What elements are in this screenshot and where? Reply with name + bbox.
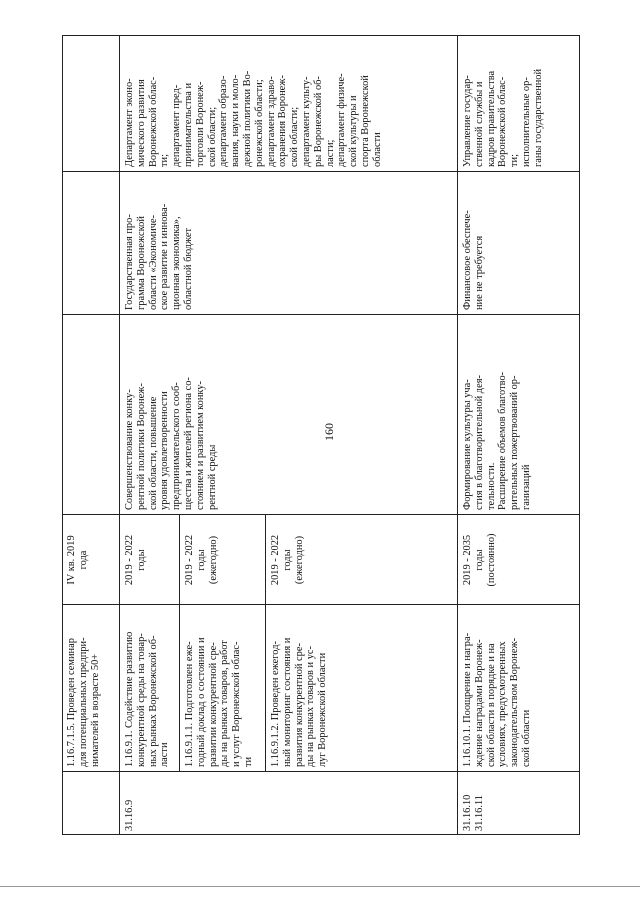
table-border-left	[62, 834, 580, 835]
table-cell-funding: Финансовое обеспече- ние не требуется	[462, 210, 485, 310]
col-divider-id	[62, 771, 580, 772]
table-cell-term: 2019 - 2022 годы (ежегодно)	[270, 534, 305, 586]
table-cell-measure: 1.16.9.1. Содействие развитию конкурентной среды на товар- ных рынках Воронежской об- ласти	[124, 631, 171, 767]
row-divider	[179, 515, 180, 772]
table-cell-measure: 1.16.10.1. Поощрение и награ- ждение наградами Воронеж- ской области в порядке и на условиях, предусмотренных законодательством Воронеж- ской области	[462, 632, 532, 767]
page-number: 160	[322, 423, 336, 441]
table-border-top	[62, 35, 63, 835]
table-cell-term: 2019 - 2022 годы (ежегодно)	[184, 534, 219, 586]
table-cell-result: Совершенствование конку- рентной политики Воронеж- ской области, повышение уровня удовлетворенности предпринимательского сооб- щества и жителей региона со- стоянием и развитием конку- рентной среды	[124, 377, 218, 510]
table-cell-result: Формирование культуры уча- стия в благотворительной дея- тельности. Расширение объемов благотво- рительных пожертвований ор- ганизаций	[462, 371, 532, 510]
scan-edge-line	[0, 886, 640, 887]
col-divider-result	[62, 314, 580, 315]
row-divider	[265, 515, 266, 772]
table-cell-id: 31.16.10 31.16.11	[462, 794, 485, 831]
row-divider	[457, 35, 458, 835]
table-cell-measure: 1.16.7.1.5. Проведен семинар для потенциальных предпри- нимателей в возрасте 50+	[66, 637, 101, 767]
table-cell-id: 31.16.9	[124, 799, 135, 831]
rotated-table-page	[62, 35, 580, 835]
table-cell-term: 2019 - 2035 годы (постоянно)	[462, 533, 497, 587]
table-cell-executor: Управление государ- ственной службы и кадров правительства Воронежской облас- ти; исполнительные ор- ганы государственной	[462, 68, 544, 167]
table-cell-term: IV кв. 2019 года	[66, 535, 89, 585]
table-cell-measure: 1.16.9.1.2. Проведен ежегод- ный мониторинг состояния и развития конкурентной сре- ды на рынках товаров и ус- луг Воронежской области	[270, 637, 329, 767]
plan-table	[62, 35, 580, 835]
table-border-bottom	[579, 35, 580, 835]
row-divider	[119, 35, 120, 835]
table-cell-measure: 1.16.9.1.1. Подготовлен еже- годный доклад о состоянии и развитии конкурентной сре- ды на рынках товаров, работ и услуг Воронежской облас- ти	[184, 637, 254, 767]
table-cell-executor: Департамент эконо- мического развития Воронежской облас- ти; департамент пред- принимательства и торговли Воронеж- ской области; департамент образо- вания, науки и моло- дежной политики Во- ронежской области; департамент здраво- охранения Воронеж- ской области; департамент культу- ры Воронежской об- ласти; департамент физиче- ской культуры и спорта Воронежской области	[124, 70, 383, 167]
col-divider-term	[62, 514, 580, 515]
col-divider-measure	[62, 604, 580, 605]
table-border-right	[62, 35, 580, 36]
table-cell-term: 2019 - 2022 годы	[124, 534, 147, 586]
col-divider-funding	[62, 171, 580, 172]
table-cell-funding: Государственная про- грамма Воронежской области «Экономиче- ское развитие и иннова- ционная экономика», областной бюджет	[124, 203, 194, 310]
